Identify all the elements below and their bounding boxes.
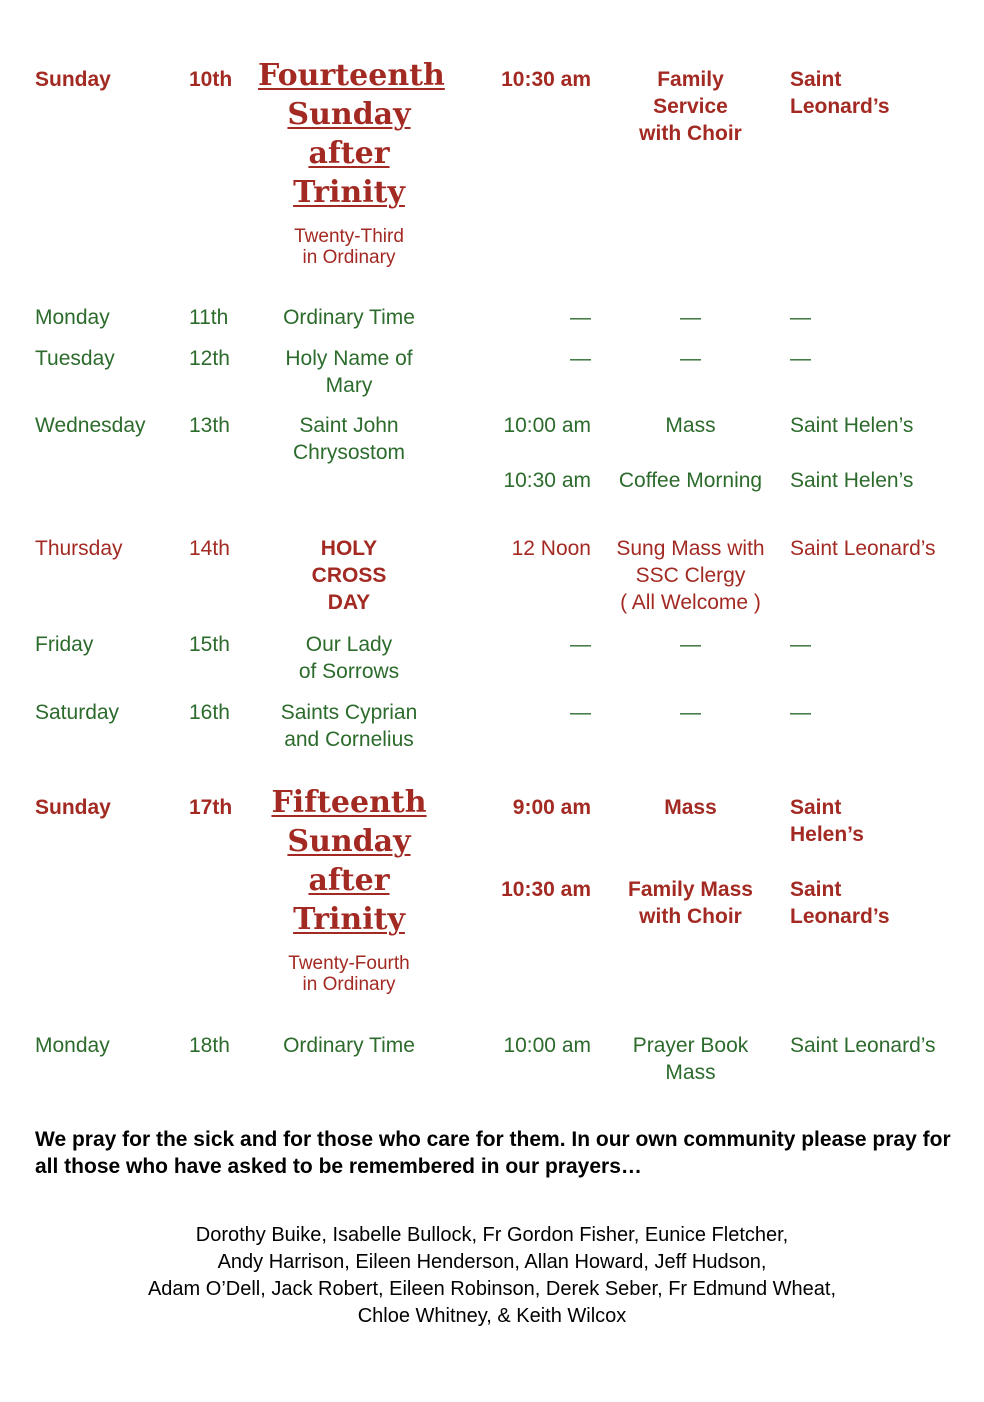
row-date: 18th bbox=[189, 1034, 230, 1057]
feast-title-line: Trinity bbox=[293, 175, 405, 210]
row-service: — bbox=[680, 633, 701, 656]
row-feast bbox=[258, 345, 440, 399]
service-line: SSC Clergy bbox=[635, 564, 746, 587]
row-time: 10:30 am bbox=[501, 68, 591, 91]
row-location bbox=[790, 66, 890, 120]
row-service: Mass bbox=[664, 796, 717, 819]
location-line: Leonard’s bbox=[790, 95, 890, 118]
row-location: Saint Leonard’s bbox=[790, 1034, 936, 1057]
row-time: 12 Noon bbox=[511, 537, 591, 560]
row-day: Sunday bbox=[35, 796, 111, 819]
feast-line: Saints Cyprian bbox=[280, 701, 418, 724]
feast-title-blackletter bbox=[258, 783, 440, 939]
feast-title-blackletter bbox=[258, 56, 445, 212]
ordinary-note-line: Twenty-Third bbox=[294, 226, 404, 247]
feast-line: CROSS bbox=[311, 564, 387, 587]
location-line: Saint bbox=[790, 878, 842, 901]
row-service bbox=[603, 66, 778, 147]
row-date: 11th bbox=[189, 306, 229, 329]
feast-line: Holy Name of bbox=[285, 347, 413, 370]
service-line: with Choir bbox=[639, 122, 742, 145]
location-line: Leonard’s bbox=[790, 905, 890, 928]
feast-title-line: Sunday bbox=[287, 824, 411, 859]
feast-line: Chrysostom bbox=[292, 441, 406, 464]
row-day: Monday bbox=[35, 1034, 110, 1057]
row-day: Monday bbox=[35, 306, 110, 329]
feast-line: Saint John bbox=[299, 414, 399, 437]
feast-line: Mary bbox=[325, 374, 373, 397]
feast-title-line: Fourteenth bbox=[258, 58, 445, 93]
ordinary-note-line: in Ordinary bbox=[302, 247, 396, 268]
service-line: ( All Welcome ) bbox=[620, 591, 761, 614]
row-location-second bbox=[790, 876, 890, 930]
service-line: with Choir bbox=[639, 905, 742, 928]
row-day: Thursday bbox=[35, 537, 123, 560]
row-service bbox=[603, 535, 778, 616]
ordinary-week-note bbox=[258, 953, 440, 995]
ordinary-note-line: in Ordinary bbox=[302, 974, 396, 995]
row-location: — bbox=[790, 633, 811, 656]
row-location-second: Saint Helen’s bbox=[790, 469, 914, 492]
row-time: 10:00 am bbox=[503, 1034, 591, 1057]
row-day: Sunday bbox=[35, 68, 111, 91]
row-time: 9:00 am bbox=[512, 796, 591, 819]
row-location: Saint Helen’s bbox=[790, 414, 914, 437]
feast-title-line: after bbox=[308, 863, 390, 898]
row-location bbox=[790, 794, 864, 848]
ordinary-week-note bbox=[258, 226, 440, 268]
service-line: Mass bbox=[665, 1061, 716, 1084]
row-service: Mass bbox=[665, 414, 716, 437]
prayer-names-list bbox=[0, 1222, 984, 1330]
row-location: — bbox=[790, 701, 811, 724]
row-date: 12th bbox=[189, 347, 230, 370]
row-date: 15th bbox=[189, 633, 230, 656]
row-day: Friday bbox=[35, 633, 94, 656]
row-time: — bbox=[570, 633, 591, 656]
feast-title-line: after bbox=[308, 136, 390, 171]
feast-title-line: Fifteenth bbox=[271, 785, 427, 820]
row-time: — bbox=[570, 701, 591, 724]
row-service-second: Coffee Morning bbox=[618, 469, 763, 492]
location-line: Helen’s bbox=[790, 823, 864, 846]
row-location: Saint Leonard’s bbox=[790, 537, 936, 560]
service-line: Family bbox=[657, 68, 724, 91]
row-date: 14th bbox=[189, 537, 230, 560]
row-day: Tuesday bbox=[35, 347, 115, 370]
row-time: — bbox=[570, 306, 591, 329]
service-line: Prayer Book bbox=[632, 1034, 749, 1057]
row-feast: Ordinary Time bbox=[283, 306, 415, 329]
row-time: — bbox=[570, 347, 591, 370]
feast-line: HOLY bbox=[320, 537, 378, 560]
row-feast bbox=[258, 412, 440, 466]
ordinary-note-line: Twenty-Fourth bbox=[288, 953, 410, 974]
feast-line: of Sorrows bbox=[298, 660, 400, 683]
location-line: Saint bbox=[790, 796, 842, 819]
row-feast bbox=[258, 699, 440, 753]
service-line: Family Mass bbox=[628, 878, 753, 901]
service-line: Service bbox=[653, 95, 728, 118]
row-date: 10th bbox=[189, 68, 233, 91]
prayer-intro: We pray for the sick and for those who care for them. In our own community please pray for all those who have asked to be remembered in our prayers… bbox=[35, 1128, 951, 1178]
row-day: Saturday bbox=[35, 701, 120, 724]
feast-line: Our Lady bbox=[305, 633, 393, 656]
location-line: Saint bbox=[790, 68, 842, 91]
row-feast: Ordinary Time bbox=[283, 1034, 415, 1057]
names-line: Andy Harrison, Eileen Henderson, Allan Howard, Jeff Hudson, bbox=[217, 1251, 767, 1273]
row-location: — bbox=[790, 306, 811, 329]
feast-line: and Cornelius bbox=[284, 728, 414, 751]
row-time: 10:00 am bbox=[503, 414, 591, 437]
names-line: Chloe Whitney, & Keith Wilcox bbox=[357, 1305, 627, 1327]
service-line: Sung Mass with bbox=[616, 537, 765, 560]
row-location: — bbox=[790, 347, 811, 370]
row-date: 16th bbox=[189, 701, 230, 724]
row-service: — bbox=[680, 701, 701, 724]
row-date: 13th bbox=[189, 414, 230, 437]
row-date: 17th bbox=[189, 796, 233, 819]
names-line: Dorothy Buike, Isabelle Bullock, Fr Gordon Fisher, Eunice Fletcher, bbox=[195, 1224, 789, 1246]
feast-title-line: Sunday bbox=[287, 97, 411, 132]
names-line: Adam O’Dell, Jack Robert, Eileen Robinson, Derek Seber, Fr Edmund Wheat, bbox=[147, 1278, 837, 1300]
feast-title-line: Trinity bbox=[293, 902, 405, 937]
row-time-second: 10:30 am bbox=[501, 878, 591, 901]
row-service-second bbox=[603, 876, 778, 930]
row-service: — bbox=[680, 347, 701, 370]
row-service bbox=[603, 1032, 778, 1086]
row-time-second: 10:30 am bbox=[503, 469, 591, 492]
row-feast bbox=[258, 631, 440, 685]
row-day: Wednesday bbox=[35, 414, 146, 437]
feast-line: DAY bbox=[327, 591, 371, 614]
row-feast bbox=[258, 535, 440, 616]
row-service: — bbox=[680, 306, 701, 329]
